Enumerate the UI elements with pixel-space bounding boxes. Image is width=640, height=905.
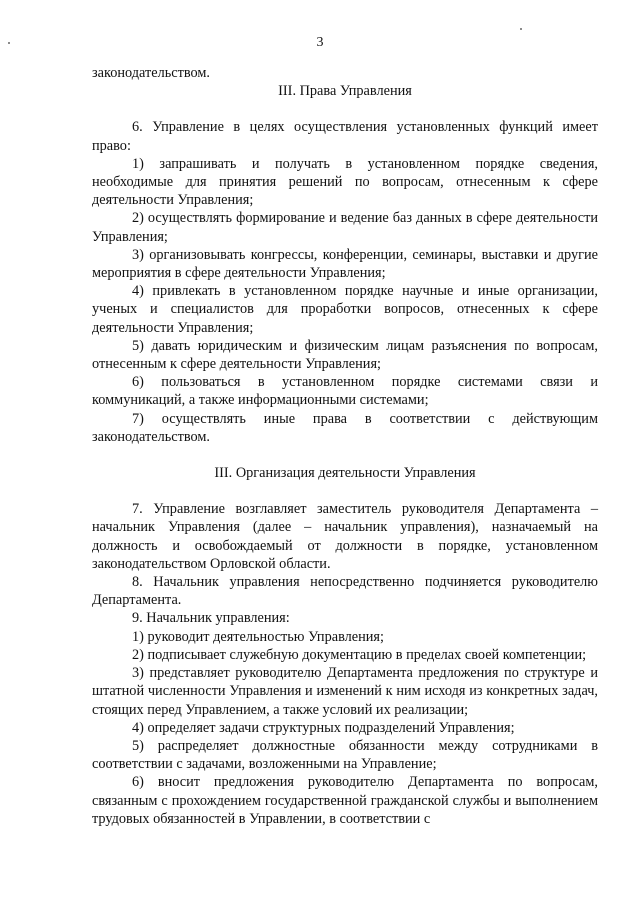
paragraph: 6. Управление в целях осуществления установленных функций имеет право: xyxy=(92,119,598,154)
list-item: 3) организовывать конгрессы, конференции, семинары, выставки и другие мероприятия в сфере деятельности Управления; xyxy=(92,246,598,282)
list-item: 4) привлекать в установленном порядке научные и иные организации, ученых и специалистов для проработки вопросов, отнесенных к сфере деятельности Управления; xyxy=(92,283,598,336)
list-item: 2) осуществлять формирование и ведение баз данных в сфере деятельности Управления; xyxy=(92,210,598,245)
scan-speck xyxy=(520,28,522,30)
section-heading: III. Организация деятельности Управления xyxy=(214,465,476,482)
document-body xyxy=(92,64,598,828)
list-item: 7) осуществлять иные права в соответствии с действующим законодательством. xyxy=(92,410,598,445)
paragraph: законодательством. xyxy=(92,65,210,81)
paragraph: 7. Управление возглавляет заместитель руководителя Департамента – начальник Управления (далее – начальник управления), назначаемый на должность и освобождаемый от должности в порядке, установленном законодательством Орловской области. xyxy=(92,501,598,572)
paragraph: 9. Начальник управления: xyxy=(132,610,290,627)
section-heading: III. Права Управления xyxy=(278,83,412,100)
list-item: 1) запрашивать и получать в установленном порядке сведения, необходимые для принятия решений по вопросам, отнесенным к сфере деятельности Управления; xyxy=(92,155,598,209)
list-item: 6) пользоваться в установленном порядке системами связи и коммуникаций, а также информационными системами; xyxy=(92,374,598,409)
list-item: 1) руководит деятельностью Управления; xyxy=(132,628,384,645)
list-item: 3) представляет руководителю Департамента предложения по структуре и штатной численности Управления и изменений к ним исходя из конкретных задач, стоящих перед Управлением, а также условий их реализации; xyxy=(92,665,598,718)
list-item: 2) подписывает служебную документацию в пределах своей компетенции; xyxy=(132,646,587,663)
list-item: 6) вносит предложения руководителю Департамента по вопросам, связанным с прохождением государственной гражданской службы и выполнением трудовых обязанностей в Управлении, в соответствии с xyxy=(92,774,598,827)
list-item: 4) определяет задачи структурных подразделений Управления; xyxy=(132,719,515,736)
list-item: 5) давать юридическим и физическим лицам разъяснения по вопросам, отнесенным к сфере деятельности Управления; xyxy=(92,337,598,373)
paragraph: 8. Начальник управления непосредственно подчиняется руководителю Департамента. xyxy=(92,574,598,609)
page-number: 3 xyxy=(316,35,324,50)
list-item: 5) распределяет должностные обязанности между сотрудниками в соответствии с задачами, возложенными на Управление; xyxy=(92,737,598,773)
